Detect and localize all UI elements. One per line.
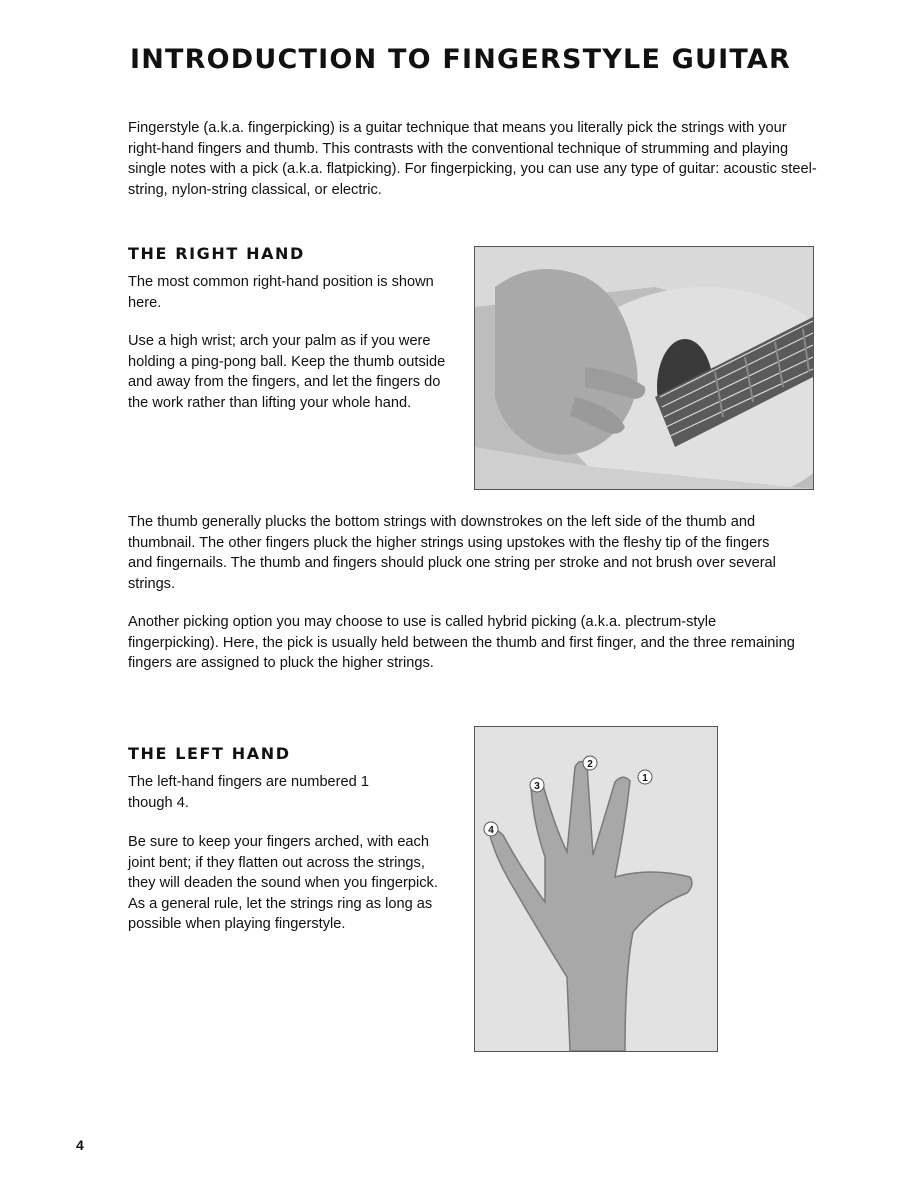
finger-label-1 — [638, 770, 652, 784]
left-hand-heading: THE LEFT HAND — [128, 744, 291, 763]
left-hand-photo — [474, 726, 718, 1052]
intro-paragraph: Fingerstyle (a.k.a. fingerpicking) is a guitar technique that means you literally pick the strings with your right-hand fingers and thumb. This contrasts with the conventional technique of strumming and playing single notes with a pick (a.k.a. flatpicking). For fingerpicking, you can use any type of guitar: acoustic steel-string, nylon-string classical, or electric. — [128, 120, 817, 198]
right-hand-heading: THE RIGHT HAND — [128, 244, 305, 263]
right-hand-paragraph-1: The most common right-hand position is shown here. — [128, 274, 434, 311]
right-hand-photo-graphic — [475, 247, 813, 489]
svg-text:2: 2 — [587, 759, 593, 770]
svg-text:4: 4 — [488, 825, 494, 836]
svg-text:1: 1 — [642, 773, 648, 784]
right-hand-photo — [474, 246, 814, 490]
left-hand-paragraph-2: Be sure to keep your fingers arched, with each joint bent; if they flatten out across the strings, they will deaden the sound when you fingerpick. As a general rule, let the strings ring as long as possible when playing fingerstyle. — [128, 834, 438, 932]
right-hand-paragraph-3: The thumb generally plucks the bottom strings with downstrokes on the left side of the thumb and thumbnail. The other fingers pluck the higher strings using upstokes with the fleshy tip of the fingers and fingernails. The thumb and fingers should pluck one string per stroke and not brush over several strings. — [128, 514, 776, 592]
page-title: INTRODUCTION TO FINGERSTYLE GUITAR — [130, 44, 792, 75]
right-hand-paragraph-2: Use a high wrist; arch your palm as if you were holding a ping-pong ball. Keep the thumb outside and away from the fingers, and let the fingers do the work rather than lifting your whole hand. — [128, 333, 446, 411]
finger-label-2 — [583, 756, 597, 770]
svg-text:3: 3 — [534, 781, 540, 792]
right-hand-paragraph-4: Another picking option you may choose to use is called hybrid picking (a.k.a. plectrum-style fingerpicking). Here, the pick is usually held between the thumb and first finger, and the three remaining fingers are assigned to pluck the higher strings. — [128, 614, 795, 671]
page-number: 4 — [76, 1137, 84, 1153]
left-hand-paragraph-1: The left-hand fingers are numbered 1 though 4. — [128, 774, 369, 811]
left-hand-photo-graphic — [475, 727, 717, 1051]
finger-label-3 — [530, 778, 544, 792]
finger-label-4 — [484, 822, 498, 836]
